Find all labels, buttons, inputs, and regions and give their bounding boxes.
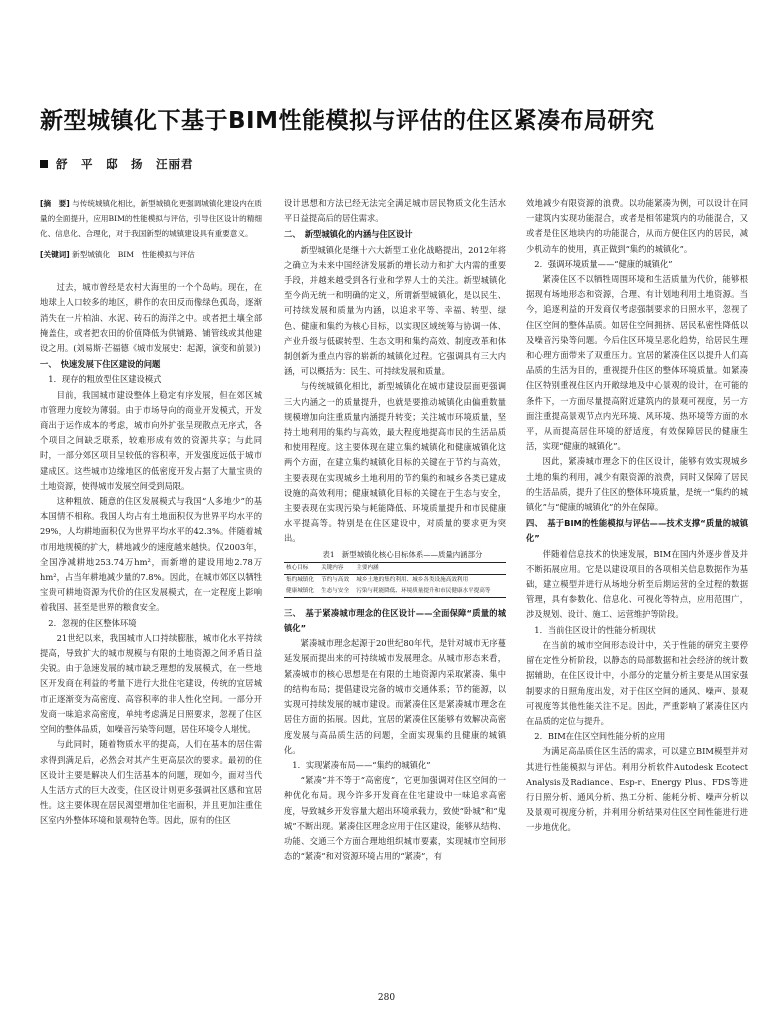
subsection-heading-4-2: 2．BIM在住区空间性能分析的应用: [534, 731, 666, 742]
abstract-text: 与传统城镇化相比，新型城镇化更强调城镇化建设内在质量的全面提升，应用BIM的性能模拟与评估，引导住区设计的精细化、信息化、合理化，对于我国新型的城镇建设具有重要意义。: [40, 199, 262, 238]
paragraph: 因此，紧凑城市理念下的住区设计，能够有效实现城乡土地的集约利用，减少有限资源的浪费，同时又保障了居民的生活品质，提升了住区的整体环境质量，是统一“集约的城镇化”与“健康的城镇化”的外在保障。: [526, 456, 748, 513]
author-line: [40, 156, 194, 172]
keywords: [40, 247, 262, 262]
table-cell: 污染与耗能降低、环境质量提升和市民健康水平提高等: [356, 587, 491, 594]
paragraph: 效地减少有限资源的浪费。以功能紧凑为例，可以设计在同一建筑内实现功能混合，或者是相邻建筑内的功能混合，又或者是住区地块内的功能混合，从而方便住区内的居民，减少机动车的使用，真正做到“集约的城镇化”。: [526, 198, 748, 254]
paragraph: 与此同时，随着物质水平的提高，人们在基本的居住需求得到满足后，必然会对其产生更高层次的要求。最初的住区设计主要是解决人们生活基本的问题，现如今，面对当代人生活方式的巨大改变，住区设计则更多强调社区感和宜居性。这主要体现在居民渴望增加住宅面积，并且更加注重住区室内外整体环境和景观特色等。因此，原有的住区: [40, 739, 262, 826]
subsection-heading-3-1: 1．实现紧凑布局——“集约的城镇化”: [292, 759, 431, 770]
paragraph: 设计思想和方法已经无法完全满足城市居民物质文化生活水平日益提高后的居住需求。: [284, 198, 506, 224]
section-heading-2: 二、 新型城镇化的内涵与住区设计: [284, 229, 413, 240]
authors-text: 舒 平 邸 扬 汪丽君: [56, 157, 194, 171]
table-header-cell: 主要内涵: [356, 564, 379, 571]
keywords-text: 新型城镇化 BIM 性能模拟与评估: [72, 250, 195, 259]
paragraph: 紧凑城市理念起源于20世纪80年代，是针对城市无序蔓延发展而提出来的可持续城市发展理念。从城市形态来看，紧凑城市的核心思想是在有限的土地资源内采取紧凑、集中的结构布局；提倡建设完备的城市交通体系；节约能源，以实现可持续发展的城市建设。而紧凑住区是紧凑城市理念在居住方面的拓展。因此，宜居的紧凑住区能够有效解决高密度发展与高品质生活的问题，全面实现集约且健康的城镇化。: [284, 638, 506, 755]
table-caption: 表1 新型城镇化核心目标体系——质量内涵部分: [322, 549, 483, 559]
bullet-square-icon: [40, 160, 48, 168]
table-row: [284, 574, 506, 586]
goal-table: [284, 562, 506, 598]
column-3: [526, 196, 748, 836]
paragraph: “紧凑”并不等于“高密度”，它更加强调对住区空间的一种优化布局。现今许多开发商在住宅建设中一味追求高密度，导致城乡开发容量大超出环境承载力，致使“卧城”和“鬼城”不断出现。紧凑住区理念应用于住区建设，能够从结构、功能、交通三个方面合理地组织城市要素，实现城市空间形态的“紧凑”和对资源环境占用的“紧凑”，有: [284, 775, 506, 862]
intro-paragraph: 过去，城市曾经是农村大海里的一个个岛屿。现在，在地球上人口较多的地区，耕作的农田反而像绿色孤岛，逐渐消失在一片柏油、水泥、砖石的海洋之中。或者把土壤全部掩盖住，或者把农田的价值降低为供铺路、铺管线或其他建设之用。(刘易斯·芒福德《城市发展史：起源，演变和前景》): [40, 282, 262, 354]
page-number: 280: [377, 993, 396, 1003]
table-header-row: [284, 562, 506, 574]
subsection-heading-3-2: 2．强调环境质量——“健康的城镇化”: [534, 258, 673, 269]
section-heading-4: 四、 基于BIM的性能模拟与评估——技术支撑“质量的城镇化”: [526, 518, 748, 544]
paragraph: 目前，我国城市建设整体上稳定有序发展，但在郊区城市管理力度较为薄弱。由于市场导向的商业开发模式，开发商出于运作成本的考虑，城市向外扩张呈现散点无序式，各个项目之间缺乏联系，较难形成有效的资源共享；与此同时，一部分郊区项目呈较低的容积率，开发强度远低于城市建成区。这些城市边缘地区的低密度开发占据了大量宝贵的土地资源，使得城市发展空间受到局限。: [40, 389, 262, 491]
column-1: [40, 196, 262, 829]
table-cell: 节约与高效: [321, 576, 350, 583]
section-heading-3: 三、 基于紧凑城市理念的住区设计——全面保障“质量的城镇化”: [284, 607, 506, 634]
paragraph: 21世纪以来，我国城市人口持续膨胀，城市化水平持续提高，导致扩大的城市规模与有限的土地资源之间矛盾日益尖锐。由于急速发展的城市缺乏理想的发展模式，在一些地区开发商在利益的考量下进行大批住宅建设，传统的宜居城市正逐渐变为高密度、高容积率的非人性化空间。一部分开发商一味追求高密度，单纯考虑满足日照要求，忽视了住区空间的整体品质，如噪音污染等问题，居住环境令人堪忧。: [40, 632, 262, 735]
table-row: [284, 586, 506, 598]
table-header-cell: 核心目标: [286, 564, 309, 571]
paragraph: 紧凑住区不以牺牲周围环境和生活质量为代价，能够根据现有场地形态和资源，合理、有计划地利用土地资源。当今，追逐利益的开发商仅考虑强制要求的日照水平，忽视了住区空间的整体品质。如居住空间拥挤、居民私密性降低以及噪音污染等问题。今后住区环境呈恶化趋势，给居民生理和心理方面带来了双重压力。宜居的紧凑住区以提升人们高品质的生活为目的，重视提升住区的整体环境质量。如紧凑住区特别重视住区内开敞绿地及中心景观的设计，在可能的条件下，一方面尽量提高附近建筑内的景观可视度，另一方面注重提高景观节点内光环境、风环境、热环境等方面的水平，从而提高居住环境的舒适度，有效保障居民的健康生活，实现“健康的城镇化”。: [526, 274, 748, 452]
subsection-heading-1-2: 2．忽视的住区整体环境: [48, 617, 137, 628]
column-2: [284, 196, 506, 864]
table-cell: 城乡土地的集约利用、城乡各类设施高效利用: [356, 576, 469, 583]
paragraph: 在当前的城市空间形态设计中，关于性能的研究主要停留在定性分析阶段，以静态的局部数据和社会经济的统计数据辅助，在住区设计中，小部分的定量分析主要是从国家强制要求的日照角度出发，对于住区空间的通风、噪声、景观可视度等其他性能关注不足。因此，严重影响了紧凑住区内在品质的定位与提升。: [526, 639, 748, 726]
paragraph: 与传统城镇化相比，新型城镇化在城市建设层面更强调三大内涵之一的质量提升，也就是要推动城镇化由偏重数量规模增加向注重质量内涵提升转变；关注城市环境质量，坚持土地利用的集约与高效，最大程度地提高市民的生活品质和使用程度。这主要体现在建立集约城镇化和健康城镇化这两个方面，在建立集约城镇化目标的关键在于节约与高效，主要表现在实现城乡土地利用的节约集约和城乡各类已建成设施的高效利用；健康城镇化目标的关键在于生态与安全，主要表现在实现污染与耗能降低、环境质量提升和市民健康水平提高等。特别是在住区建设中，对质量的要求更为突出。: [284, 381, 506, 544]
abstract-label: [摘 要]: [40, 199, 70, 208]
subsection-heading-1-1: 1．现存的粗放型住区建设模式: [48, 374, 162, 385]
section-heading-1: 一、 快速发展下住区建设的问题: [40, 359, 161, 370]
abstract: [40, 196, 262, 241]
table-cell: 生态与安全: [321, 587, 350, 594]
table-cell: 集约城镇化: [286, 576, 314, 583]
subsection-heading-4-1: 1．当前住区设计的性能分析现状: [534, 624, 656, 635]
paper-title: 新型城镇化下基于BIM性能模拟与评估的住区紧凑布局研究: [40, 108, 655, 134]
table-cell: 健康城镇化: [286, 587, 314, 594]
table-header-cell: 关键内容: [321, 564, 344, 571]
paragraph: 伴随着信息技术的快速发展，BIM在国内外逐步普及并不断拓展应用。它是以建设项目的各项相关信息数据作为基础，建立模型并进行从场地分析至后期运营的全过程的数据管理，具有参数化、信息化、可视化等特点，应用范围广，涉及规划、设计、施工、运营维护等阶段。: [526, 548, 748, 620]
paragraph: 为满足高品质住区生活的需求，可以建立BIM模型并对其进行性能模拟与评估。利用分析软件Autodesk Ecotect Analysis及Radiance、Esp-r、Energy Plus、FDS等进行日照分析、通风分析、热工分析、能耗分析、噪声分析以及景观可视度分析，并利用分析结果对住区空间性能进行进一步地优化。: [526, 746, 748, 833]
keywords-label: [关键词]: [40, 250, 70, 259]
paragraph: 这种粗放、随意的住区发展模式与我国“人多地少”的基本国情不相称。我国人均占有土地面积仅为世界平均水平的29%，人均耕地面积仅为世界平均水平的42.3%。伴随着城市用地规模的扩大，耕地减少的速度越来越快。仅2003年，全国净减耕地253.74万hm²，而新增的建设用地2.78万hm²，占当年耕地减少量的7.8%。因此，在城市郊区以牺牲宝贵可耕地资源为代价的住区发展模式，在一定程度上影响着我国、甚至是世界的粮食安全。: [40, 496, 262, 613]
paragraph: 新型城镇化是继十六大新型工业化战略提出，2012年将之确立为未来中国经济发展新的增长动力和扩大内需的重要手段，并越来越受到各行业和学界人士的关注。新型城镇化至今尚无统一和明确的定义，所谓新型城镇化，是以民生、可持续发展和质量为内涵，以追求平等、幸福、转型、绿色、健康和集约为核心目标，以实现区域统筹与协调一体、产业升级与低碳转型、生态文明和集约高效、制度改革和体制创新为重点内容的崭新的城镇化过程。它强调具有三大内涵，可以概括为：民生、可持续发展和质量。: [284, 244, 506, 377]
